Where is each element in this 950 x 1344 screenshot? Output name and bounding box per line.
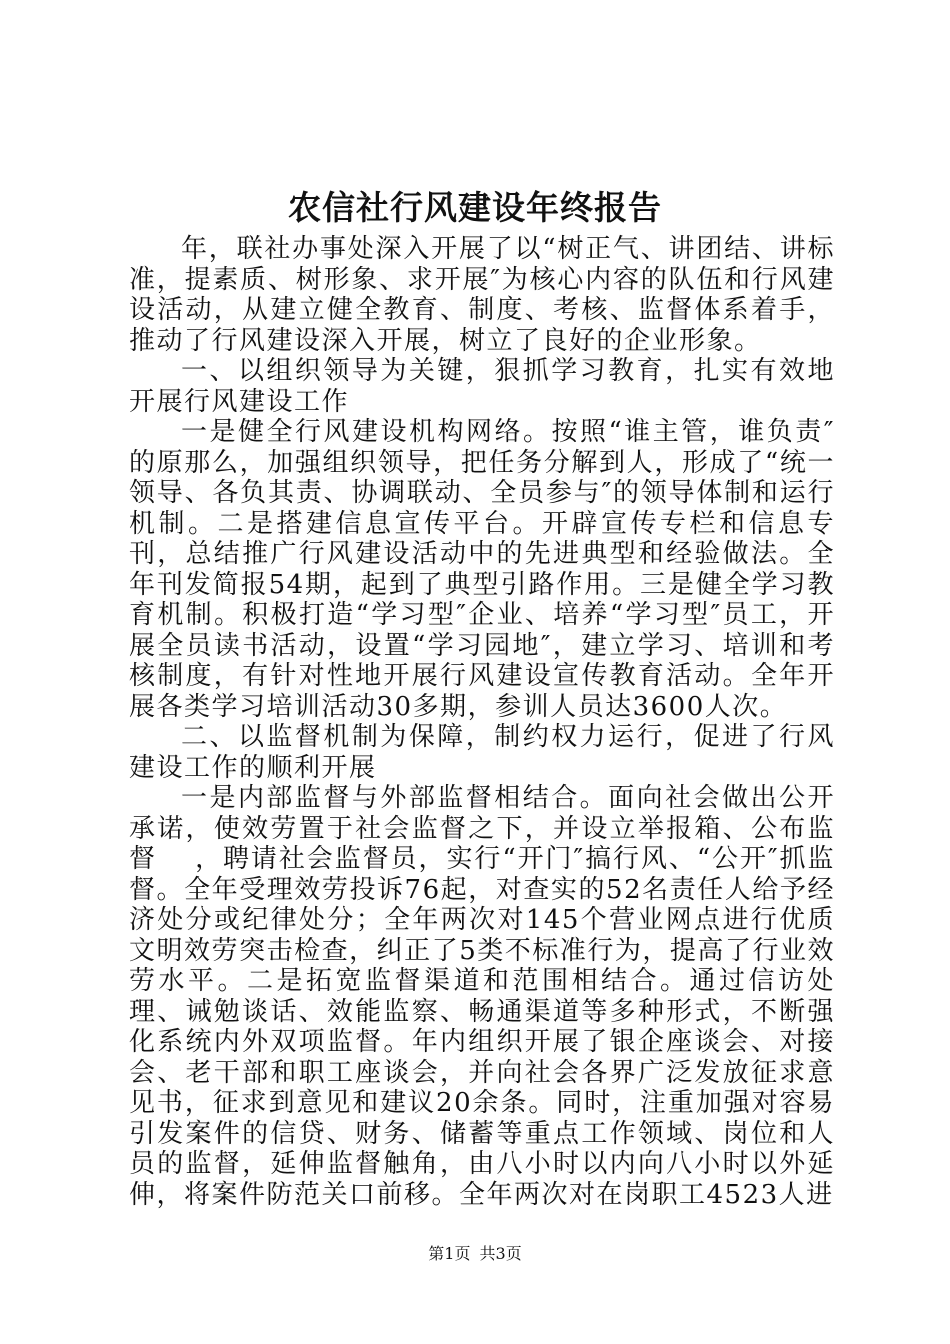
document-title: 农信社行风建设年终报告 [288,188,662,227]
page-footer [0,1244,950,1264]
page-number: 第1页 [428,1244,471,1263]
document-body [129,234,835,1210]
paragraph-section-2: 一是内部监督与外部监督相结合。面向社会做出公开承诺，使效劳置于社会监督之下，并设立举报箱、公布监督 ，聘请社会监督员，实行“开门″搞行风、“公开″抓监督。全年受理效劳投诉76起，对查实的52名责任人给予经济处分或纪律处分；全年两次对145个营业网点进行优质文明效劳突击检查，纠正了5类不标准行为，提高了行业效劳水平。二是拓宽监督渠道和范围相结合。通过信访处理、诫勉谈话、效能监察、畅通渠道等多种形式，不断强化系统内外双项监督。年内组织开展了银企座谈会、对接会、老干部和职工座谈会，并向社会各界广泛发放征求意见书，征求到意见和建议20余条。同时，注重加强对容易引发案件的信贷、财务、储蓄等重点工作领域、岗位和人员的监督，延伸监督触角，由八小时以内向八小时以外延伸，将案件防范关口前移。全年两次对在岗职工4523人进 [129,783,835,1210]
paragraph-intro: 年，联社办事处深入开展了以“树正气、讲团结、讲标准，提素质、树形象、求开展″为核心内容的队伍和行风建设活动，从建立健全教育、制度、考核、监督体系着手，推动了行风建设深入开展，树立了良好的企业形象。 [129,234,835,356]
section-heading-2: 二、以监督机制为保障，制约权力运行，促进了行风建设工作的顺利开展 [129,722,835,783]
paragraph-section-1: 一是健全行风建设机构网络。按照“谁主管，谁负责″的原那么，加强组织领导，把任务分解到人，形成了“统一领导、各负其责、协调联动、全员参与″的领导体制和运行机制。二是搭建信息宣传平台。开辟宣传专栏和信息专刊，总结推广行风建设活动中的先进典型和经验做法。全年刊发简报54期，起到了典型引路作用。三是健全学习教育机制。积极打造“学习型″企业、培养“学习型″员工，开展全员读书活动，设置“学习园地″，建立学习、培训和考核制度，有针对性地开展行风建设宣传教育活动。全年开展各类学习培训活动30多期，参训人员达3600人次。 [129,417,835,722]
page-total: 共3页 [479,1244,522,1263]
section-heading-1: 一、以组织领导为关键，狠抓学习教育，扎实有效地开展行风建设工作 [129,356,835,417]
